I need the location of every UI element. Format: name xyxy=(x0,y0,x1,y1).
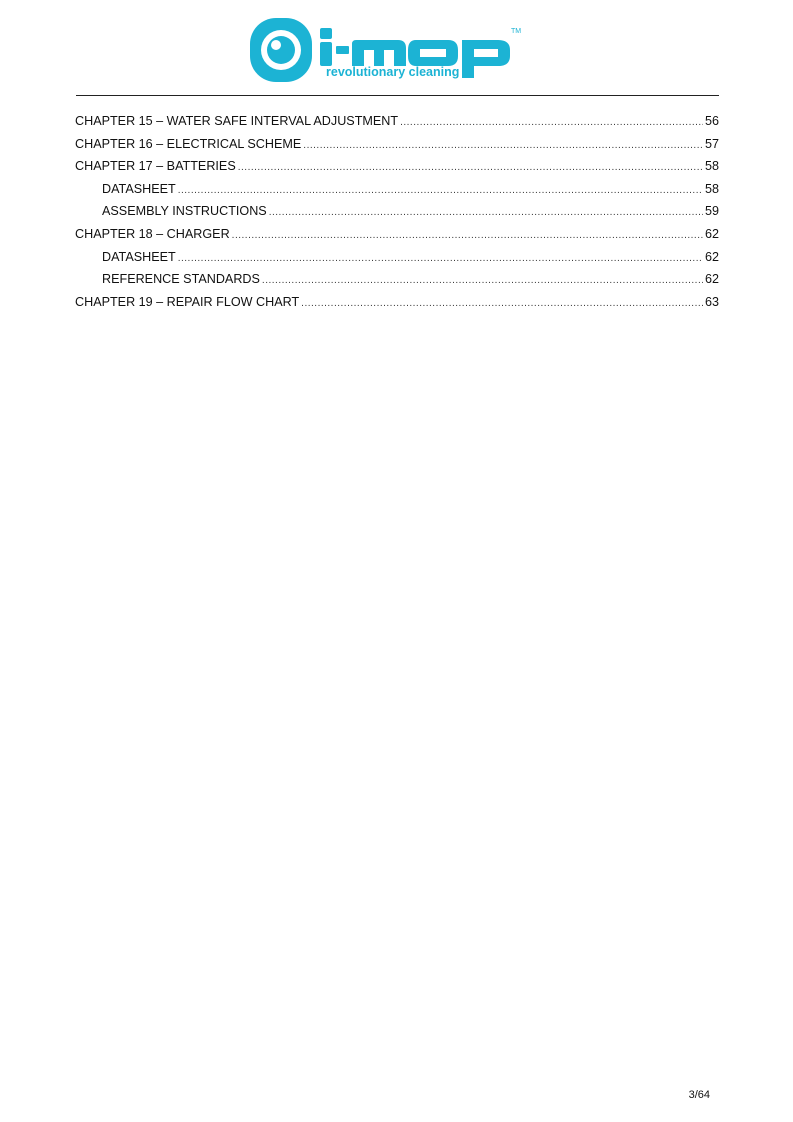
i-mop-logo xyxy=(248,16,538,86)
logo-tagline: revolutionary cleaning xyxy=(326,65,460,79)
toc-entry-page: 58 xyxy=(704,159,719,174)
i-mop-emblem-icon xyxy=(250,18,312,82)
toc-dot-leader xyxy=(238,157,703,180)
toc-dot-leader xyxy=(303,135,703,158)
toc-entry-charger-datasheet[interactable] xyxy=(75,246,719,269)
toc-dot-leader xyxy=(178,180,703,203)
toc-dot-leader xyxy=(232,225,703,248)
toc-entry-chapter-19[interactable] xyxy=(75,291,719,314)
toc-entry-page: 62 xyxy=(704,249,719,264)
toc-entry-title: REFERENCE STANDARDS xyxy=(102,272,260,287)
toc-dot-leader xyxy=(269,202,703,225)
toc-entry-title: DATASHEET xyxy=(102,181,176,196)
toc-entry-title: CHAPTER 15 – WATER SAFE INTERVAL ADJUSTMENT xyxy=(75,114,399,128)
toc-entry-reference-standards[interactable] xyxy=(75,268,719,291)
toc-entry-page: 62 xyxy=(704,272,719,287)
toc-entry-chapter-15[interactable] xyxy=(75,110,719,133)
toc-entry-title: CHAPTER 17 – BATTERIES xyxy=(75,159,236,174)
toc-entry-page: 56 xyxy=(704,114,719,128)
toc-entry-page: 62 xyxy=(704,226,719,241)
toc-entry-chapter-17[interactable] xyxy=(75,155,719,178)
toc-entry-batteries-datasheet[interactable] xyxy=(75,178,719,201)
header-divider xyxy=(76,95,719,96)
toc-entry-title: CHAPTER 19 – REPAIR FLOW CHART xyxy=(75,294,300,309)
toc-entry-chapter-18[interactable] xyxy=(75,223,719,246)
toc-dot-leader xyxy=(262,270,703,293)
toc-entry-chapter-16[interactable] xyxy=(75,133,719,156)
toc-entry-page: 59 xyxy=(704,204,719,219)
table-of-contents xyxy=(75,110,719,313)
toc-entry-title: CHAPTER 16 – ELECTRICAL SCHEME xyxy=(75,136,302,151)
toc-entry-title: CHAPTER 18 – CHARGER xyxy=(75,226,230,241)
toc-dot-leader xyxy=(400,112,703,135)
toc-entry-title: DATASHEET xyxy=(102,249,176,264)
trademark-mark: TM xyxy=(511,28,522,35)
page-header xyxy=(0,0,793,96)
toc-entry-page: 58 xyxy=(704,181,719,196)
toc-entry-page: 63 xyxy=(704,294,719,309)
toc-entry-title: ASSEMBLY INSTRUCTIONS xyxy=(102,204,267,219)
page-number: 3/64 xyxy=(688,1089,710,1101)
toc-entry-page: 57 xyxy=(704,136,719,151)
toc-entry-assembly-instructions[interactable] xyxy=(75,200,719,223)
toc-dot-leader xyxy=(178,248,703,271)
toc-dot-leader xyxy=(301,293,703,316)
